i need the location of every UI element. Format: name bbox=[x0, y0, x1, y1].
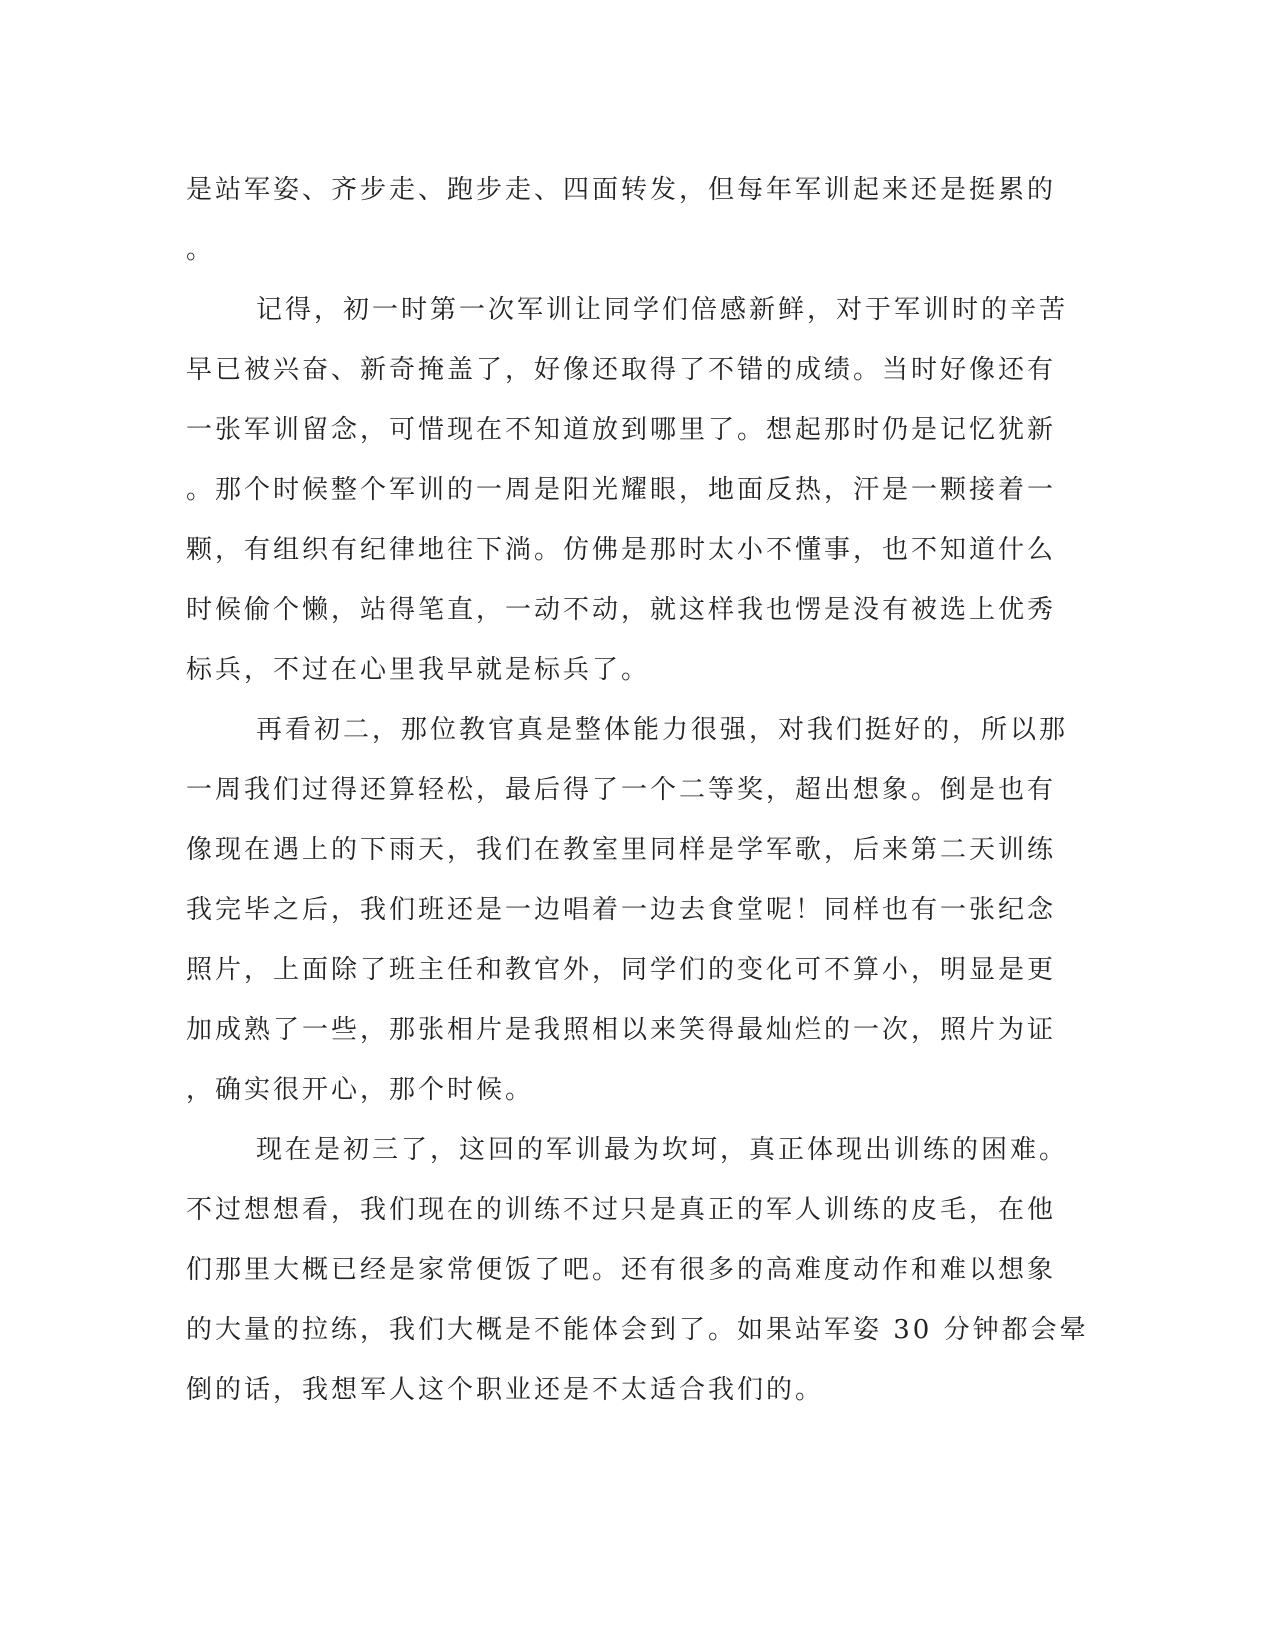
text-line: 。那个时候整个军训的一周是阳光耀眼，地面反热，汗是一颗接着一 bbox=[186, 475, 1057, 505]
text-line: 标兵，不过在心里我早就是标兵了。 bbox=[186, 655, 651, 685]
text-line: 像现在遇上的下雨天，我们在教室里同样是学军歌，后来第二天训练 bbox=[186, 835, 1057, 865]
text-line: 。 bbox=[186, 235, 216, 265]
document-body bbox=[186, 160, 1089, 1420]
text-line: 一周我们过得还算轻松，最后得了一个二等奖，超出想象。倒是也有 bbox=[186, 775, 1057, 805]
text-line: 早已被兴奋、新奇掩盖了，好像还取得了不错的成绩。当时好像还有 bbox=[186, 355, 1057, 385]
text-line: 我完毕之后，我们班还是一边唱着一边去食堂呢！同样也有一张纪念 bbox=[186, 895, 1057, 925]
paragraph-first-line: 记得，初一时第一次军训让同学们倍感新鲜，对于军训时的辛苦 bbox=[256, 295, 1069, 325]
text-line: ，确实很开心，那个时候。 bbox=[186, 1075, 535, 1105]
text-line: 不过想想看，我们现在的训练不过只是真正的军人训练的皮毛，在他 bbox=[186, 1195, 1057, 1225]
text-line: 颗，有组织有纪律地往下淌。仿佛是那时太小不懂事，也不知道什么 bbox=[186, 535, 1057, 565]
text-line: 们那里大概已经是家常便饭了吧。还有很多的高难度动作和难以想象 bbox=[186, 1255, 1057, 1285]
text-line: 的大量的拉练，我们大概是不能体会到了。如果站军姿 30 分钟都会晕 bbox=[186, 1315, 1089, 1345]
text-line: 是站军姿、齐步走、跑步走、四面转发，但每年军训起来还是挺累的 bbox=[186, 175, 1057, 205]
text-line: 一张军训留念，可惜现在不知道放到哪里了。想起那时仍是记忆犹新 bbox=[186, 415, 1057, 445]
text-line: 时候偷个懒，站得笔直，一动不动，就这样我也愣是没有被选上优秀 bbox=[186, 595, 1057, 625]
text-line: 加成熟了一些，那张相片是我照相以来笑得最灿烂的一次，照片为证 bbox=[186, 1015, 1057, 1045]
paragraph-first-line: 再看初二，那位教官真是整体能力很强，对我们挺好的，所以那 bbox=[256, 715, 1069, 745]
text-line: 倒的话，我想军人这个职业还是不太适合我们的。 bbox=[186, 1375, 825, 1405]
text-line: 照片，上面除了班主任和教官外，同学们的变化可不算小，明显是更 bbox=[186, 955, 1057, 985]
paragraph-first-line: 现在是初三了，这回的军训最为坎坷，真正体现出训练的困难。 bbox=[256, 1135, 1069, 1165]
